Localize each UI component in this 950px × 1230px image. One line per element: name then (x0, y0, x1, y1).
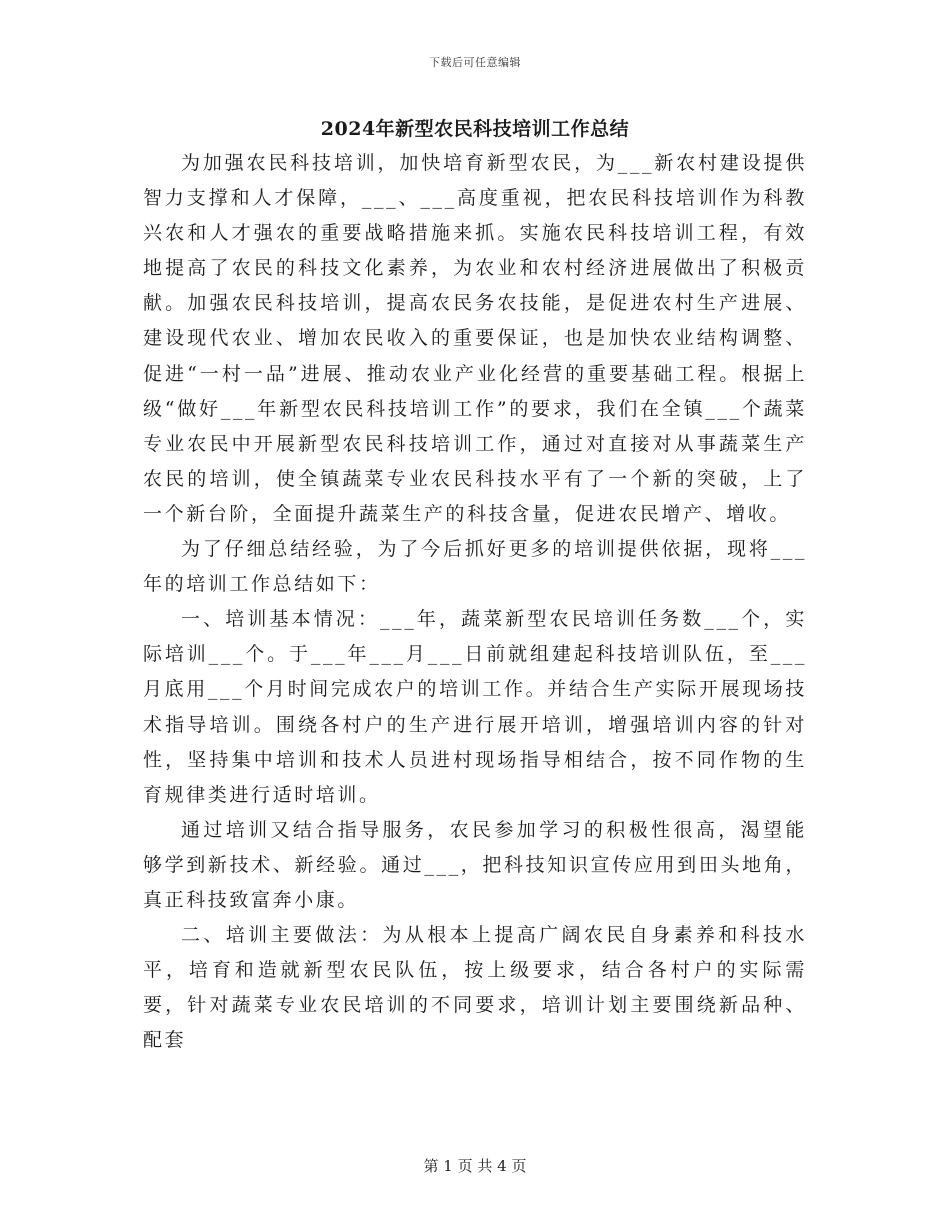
paragraph-basic-situation: 一、培训基本情况：___年，蔬菜新型农民培训任务数___个，实际培训___个。于___年___月___日前就组建起科技培训队伍，至___月底用___个月时间完成农户的培训工作。并结合生产实际开展现场技术指导培训。围绕各村户的生产进行展开培训，增强培训内容的针对性，坚持集中培训和技术人员进村现场指导相结合，按不同作物的生育规律类进行适时培训。 (143, 608, 807, 806)
paragraph-summary-lead: 为了仔细总结经验，为了今后抓好更多的培训提供依据，现将___年的培训工作总结如下： (143, 538, 807, 596)
document-body (143, 146, 807, 1058)
paragraph-intro: 为加强农民科技培训，加快培育新型农民，为___新农村建设提供智力支撑和人才保障，___、___高度重视，把农民科技培训作为科教兴农和人才强农的重要战略措施来抓。实施农民科技培训工程，有效地提高了农民的科技文化素养，为农业和农村经济进展做出了积极贡献。加强农民科技培训，提高农民务农技能，是促进农村生产进展、建设现代农业、增加农民收入的重要保证，也是加快农业结构调整、促进“一村一品”进展、推动农业产业化经营的重要基础工程。根据上级“做好___年新型农民科技培训工作”的要求，我们在全镇___个蔬菜专业农民中开展新型农民科技培训工作，通过对直接对从事蔬菜生产农民的培训，使全镇蔬菜专业农民科技水平有了一个新的突破，上了一个新台阶，全面提升蔬菜生产的科技含量，促进农民增产、增收。 (143, 152, 807, 525)
document-title: 2024年新型农民科技培训工作总结 (320, 118, 630, 140)
paragraph-main-practices: 二、培训主要做法：为从根本上提高广阔农民自身素养和科技水平，培育和造就新型农民队伍，按上级要求，结合各村户的实际需要，针对蔬菜专业农民培训的不同要求，培训计划主要围绕新品种、配套 (143, 924, 807, 1052)
paragraph-guidance-service: 通过培训又结合指导服务，农民参加学习的积极性很高，渴望能够学到新技术、新经验。通过___，把科技知识宣传应用到田头地角，真正科技致富奔小康。 (143, 818, 807, 911)
page-number-footer: 第 1 页 共 4 页 (423, 1157, 527, 1175)
page-header-note: 下载后可任意编辑 (429, 56, 521, 69)
